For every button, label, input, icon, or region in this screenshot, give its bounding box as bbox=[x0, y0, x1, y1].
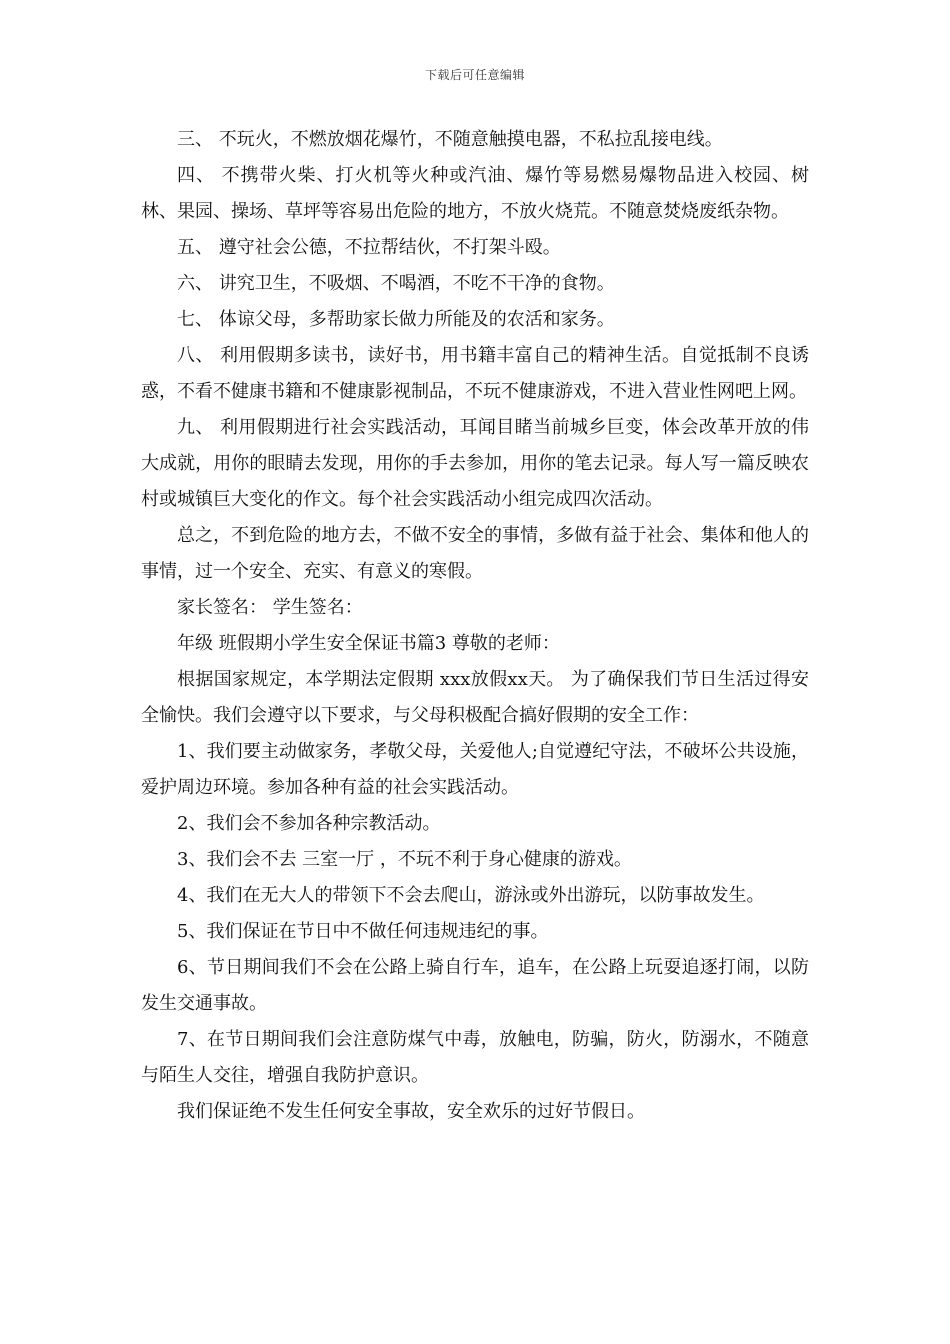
pledge-item-5: 5、我们保证在节日中不做任何违规违纪的事。 bbox=[177, 921, 549, 942]
section-heading: 年级 班假期小学生安全保证书篇3 尊敬的老师： bbox=[177, 633, 560, 654]
pledge-item-3: 3、我们会不去 三室一厅 ，不玩不利于身心健康的游戏。 bbox=[177, 849, 632, 870]
paragraph-intro: 根据国家规定，本学期法定假期 xxx放假xx天。 为了确保我们节日生活过得安全愉快。我们会遵守以下要求，与父母积极配合搞好假期的安全工作： bbox=[141, 669, 809, 726]
pledge-item-7: 7、在节日期间我们会注意防煤气中毒，放触电，防骗，防火，防溺水，不随意与陌生人交往，增强自我防护意识。 bbox=[141, 1029, 809, 1086]
pledge-item-4: 4、我们在无大人的带领下不会去爬山，游泳或外出游玩，以防事故发生。 bbox=[177, 885, 765, 906]
paragraph-summary: 总之，不到危险的地方去，不做不安全的事情，多做有益于社会、集体和他人的事情，过一个安全、充实、有意义的寒假。 bbox=[141, 525, 809, 582]
page-header: 下载后可任意编辑 bbox=[424, 68, 525, 82]
paragraph-rule-4: 四、 不携带火柴、打火机等火种或汽油、爆竹等易燃易爆物品进入校园、树林、果园、操场、草坪等容易出危险的地方，不放火烧荒。不随意焚烧废纸杂物。 bbox=[141, 165, 809, 222]
pledge-item-1: 1、我们要主动做家务，孝敬父母，关爱他人;自觉遵纪守法，不破坏公共设施，爱护周边环境。参加各种有益的社会实践活动。 bbox=[141, 741, 809, 798]
document-body bbox=[141, 122, 809, 1130]
paragraph-rule-5: 五、 遵守社会公德，不拉帮结伙，不打架斗殴。 bbox=[177, 237, 561, 258]
signature-line: 家长签名： 学生签名： bbox=[177, 597, 363, 618]
paragraph-rule-7: 七、 体谅父母，多帮助家长做力所能及的农活和家务。 bbox=[177, 309, 615, 330]
paragraph-rule-9: 九、 利用假期进行社会实践活动，耳闻目睹当前城乡巨变，体会改革开放的伟大成就，用你的眼睛去发现，用你的手去参加，用你的笔去记录。每人写一篇反映农村或城镇巨大变化的作文。每个社会实践活动小组完成四次活动。 bbox=[141, 417, 809, 510]
pledge-item-6: 6、节日期间我们不会在公路上骑自行车，追车，在公路上玩耍追逐打闹，以防发生交通事故。 bbox=[141, 957, 809, 1014]
paragraph-rule-3: 三、 不玩火，不燃放烟花爆竹，不随意触摸电器，不私拉乱接电线。 bbox=[177, 129, 723, 150]
pledge-item-2: 2、我们会不参加各种宗教活动。 bbox=[177, 813, 441, 834]
paragraph-closing: 我们保证绝不发生任何安全事故，安全欢乐的过好节假日。 bbox=[177, 1101, 645, 1122]
paragraph-rule-8: 八、 利用假期多读书，读好书，用书籍丰富自己的精神生活。自觉抵制不良诱惑，不看不健康书籍和不健康影视制品，不玩不健康游戏，不进入营业性网吧上网。 bbox=[141, 345, 809, 402]
paragraph-rule-6: 六、 讲究卫生，不吸烟、不喝酒，不吃不干净的食物。 bbox=[177, 273, 615, 294]
